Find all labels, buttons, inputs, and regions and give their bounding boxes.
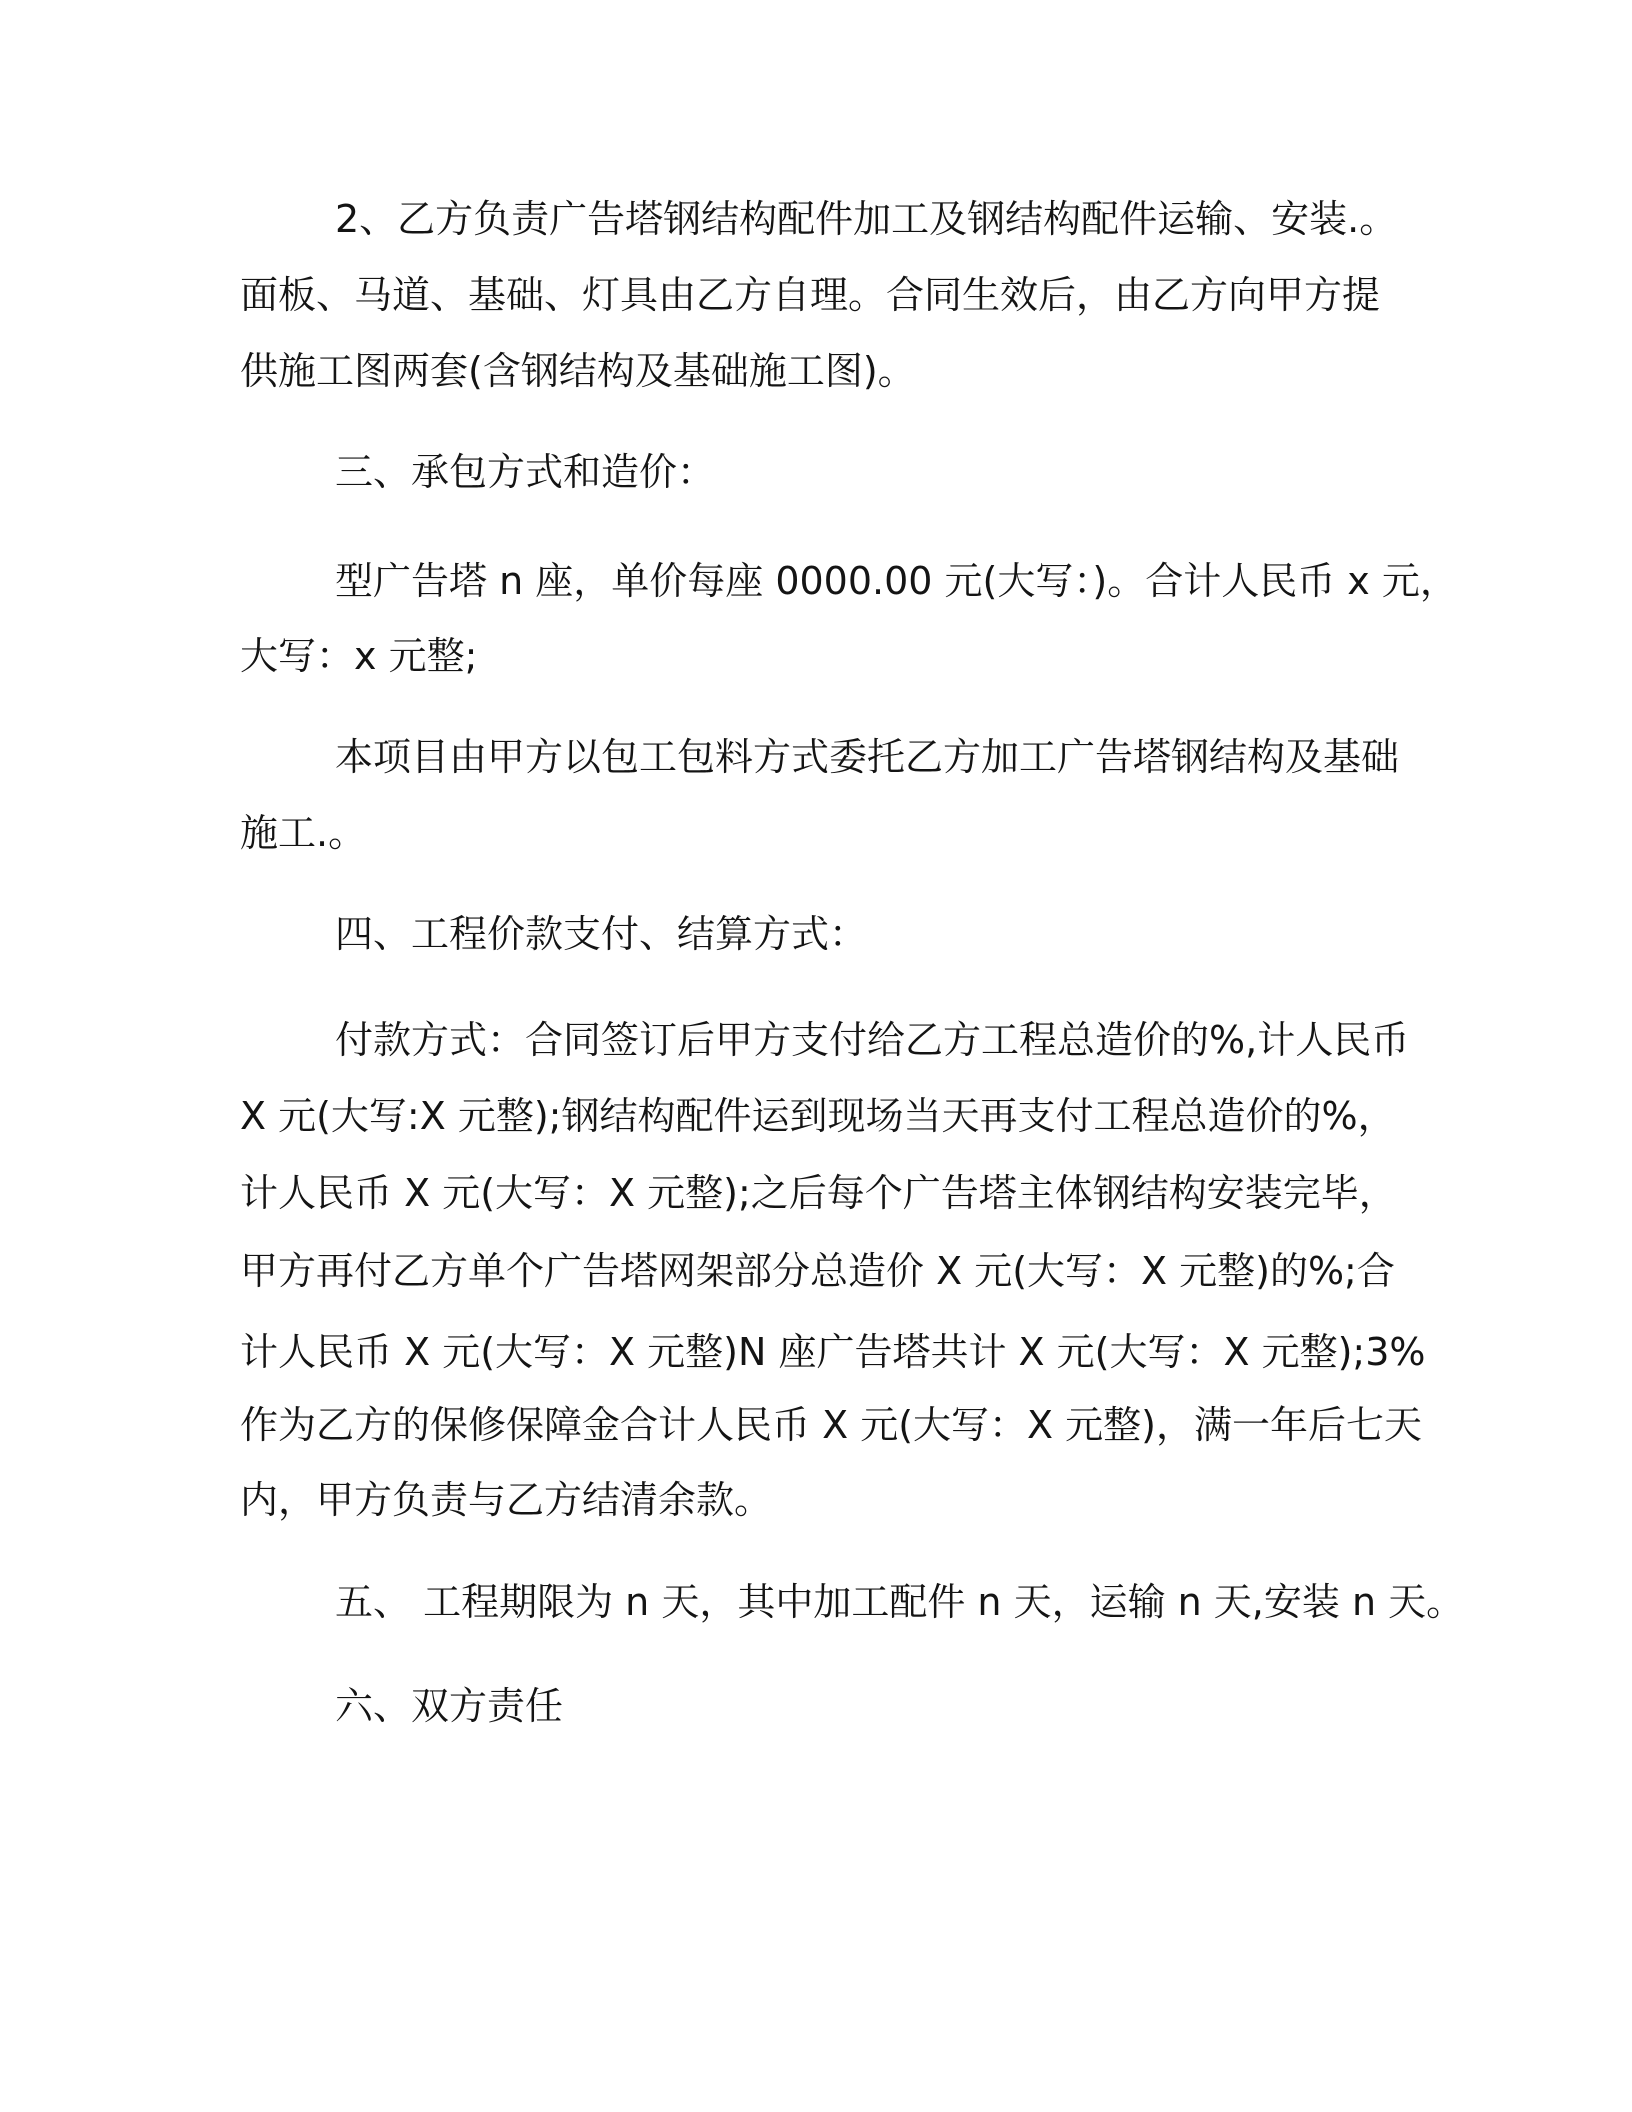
- section-3-heading: 三、承包方式和造价：: [335, 450, 716, 494]
- payment-line-3: 计人民币 X 元(大写：X 元整);之后每个广告塔主体钢结构安装完毕，: [240, 1171, 1397, 1215]
- scope-line-2: 施工.。: [240, 811, 367, 855]
- payment-line-4: 甲方再付乙方单个广告塔网架部分总造价 X 元(大写：X 元整)的%;合: [240, 1249, 1395, 1293]
- section-6-heading: 六、双方责任: [335, 1684, 564, 1728]
- payment-line-5: 计人民币 X 元(大写：X 元整)N 座广告塔共计 X 元(大写：X 元整);3%: [240, 1330, 1426, 1374]
- price-line-2: 大写：x 元整;: [240, 634, 478, 678]
- price-line-1: 型广告塔 n 座，单价每座 0000.00 元(大写：)。合计人民币 x 元，: [335, 559, 1458, 603]
- clause-2-line-3: 供施工图两套(含钢结构及基础施工图)。: [240, 349, 916, 393]
- clause-2-line-1: 2、乙方负责广告塔钢结构配件加工及钢结构配件运输、安装.。: [335, 197, 1398, 241]
- payment-line-2: X 元(大写:X 元整);钢结构配件运到现场当天再支付工程总造价的%，: [240, 1094, 1396, 1138]
- clause-2-line-2: 面板、马道、基础、灯具由乙方自理。合同生效后，由乙方向甲方提: [240, 273, 1381, 317]
- payment-line-6: 作为乙方的保修保障金合计人民币 X 元(大写：X 元整)，满一年后七天: [240, 1403, 1422, 1447]
- payment-line-7: 内，甲方负责与乙方结清余款。: [240, 1478, 773, 1522]
- section-4-heading: 四、工程价款支付、结算方式：: [335, 912, 868, 956]
- payment-line-1: 付款方式：合同签订后甲方支付给乙方工程总造价的%,计人民币: [335, 1018, 1410, 1062]
- section-5-line: 五、 工程期限为 n 天，其中加工配件 n 天，运输 n 天,安装 n 天。: [335, 1580, 1465, 1624]
- scope-line-1: 本项目由甲方以包工包料方式委托乙方加工广告塔钢结构及基础: [335, 735, 1400, 779]
